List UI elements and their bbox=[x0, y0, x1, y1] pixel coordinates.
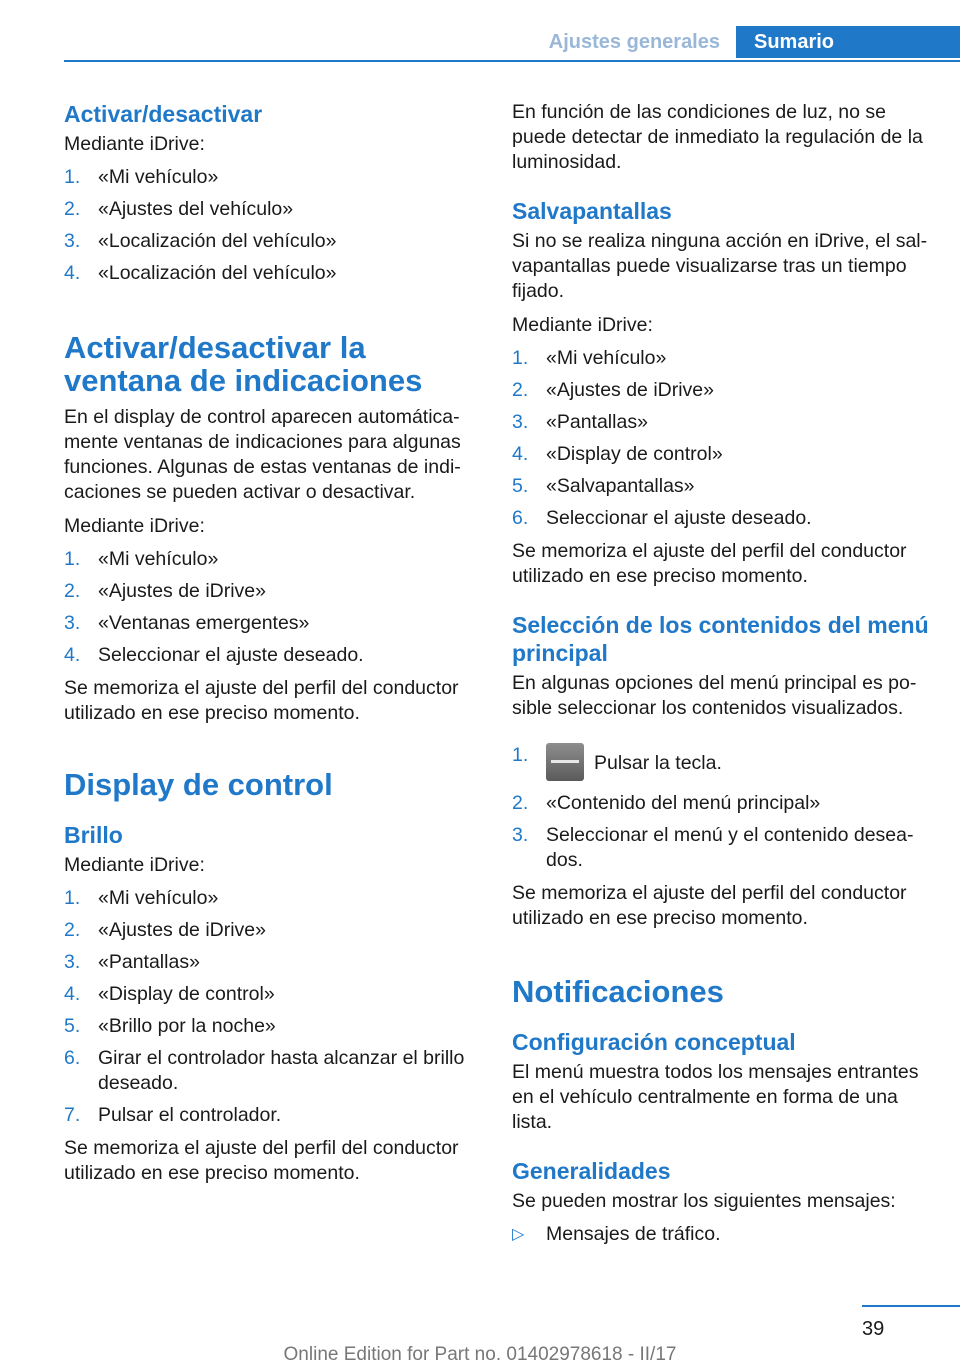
heading-activar: Activar/desactivar bbox=[64, 101, 263, 127]
steps-list bbox=[64, 547, 478, 668]
list-item: 6. Girar el controlador hasta alcanzar el brillo deseado. bbox=[64, 1047, 465, 1094]
body-text: En algunas opciones del menú principal es po-sible seleccionar los contenidos visualizados. bbox=[512, 672, 917, 719]
intro-text: Mediante iDrive: bbox=[64, 133, 205, 155]
list-item: 4. «Display de control» bbox=[512, 443, 723, 465]
list-item: 1. Pulsar la tecla. bbox=[512, 743, 932, 781]
list-item: 7. Pulsar el controlador. bbox=[64, 1104, 282, 1126]
note-text: Se memoriza el ajuste del perfil del conductor utilizado en ese preciso momento. bbox=[64, 677, 459, 724]
summary-tab[interactable]: Sumario bbox=[736, 26, 960, 58]
list-item: 1. «Mi vehículo» bbox=[64, 887, 219, 909]
list-item: 3. Seleccionar el menú y el contenido desea-dos. bbox=[512, 824, 914, 871]
body-text: Si no se realiza ninguna acción en iDrive, el sal-vapantallas puede visualizarse tras un tiempo fijado. bbox=[512, 230, 928, 302]
option-button-icon bbox=[546, 743, 584, 781]
intro-text: Mediante iDrive: bbox=[512, 314, 653, 336]
heading-notificaciones: Notificaciones bbox=[512, 974, 724, 1009]
list-item: 3. «Ventanas emergentes» bbox=[64, 612, 310, 634]
note-text: Se memoriza el ajuste del perfil del conductor utilizado en ese preciso momento. bbox=[512, 882, 907, 929]
heading-generalidades: Generalidades bbox=[512, 1158, 671, 1184]
heading-brillo: Brillo bbox=[64, 822, 123, 848]
list-item: 2. «Ajustes de iDrive» bbox=[512, 379, 714, 401]
list-item: 1. «Mi vehículo» bbox=[64, 548, 219, 570]
list-item: 2. «Ajustes del vehículo» bbox=[64, 198, 294, 220]
page-header bbox=[535, 0, 960, 62]
list-item: 6. Seleccionar el ajuste deseado. bbox=[512, 507, 812, 529]
left-column bbox=[64, 100, 478, 1186]
triangle-bullet-icon: ▷ bbox=[512, 1226, 525, 1243]
body-text: Se pueden mostrar los siguientes mensajes: bbox=[512, 1190, 896, 1212]
heading-configuracion: Configuración conceptual bbox=[512, 1029, 796, 1055]
steps-list bbox=[512, 346, 932, 531]
right-column bbox=[512, 100, 932, 1247]
list-item: ▷ Mensajes de tráfico. bbox=[512, 1223, 721, 1245]
list-item: 2. «Ajustes de iDrive» bbox=[64, 919, 266, 941]
edition-footer: Online Edition for Part no. 01402978618 - II/17 bbox=[283, 1344, 677, 1365]
note-text: Se memoriza el ajuste del perfil del conductor utilizado en ese preciso momento. bbox=[512, 540, 907, 587]
list-item: 4. «Display de control» bbox=[64, 983, 275, 1005]
footer-rule bbox=[862, 1305, 960, 1307]
heading-ventana: Activar/desactivar la ventana de indicaciones bbox=[64, 330, 423, 398]
list-item: 3. «Pantallas» bbox=[64, 951, 200, 973]
body-text: En función de las condiciones de luz, no se puede detectar de inmediato la regulación de la luminosidad. bbox=[512, 101, 923, 173]
body-text: En el display de control aparecen automática-mente ventanas de indicaciones para algunas funciones. Algunas de estas ventanas de indi-caciones se pueden activar o desactivar. bbox=[64, 406, 461, 503]
bullet-list bbox=[512, 1222, 932, 1247]
intro-text: Mediante iDrive: bbox=[64, 854, 205, 876]
header-rule bbox=[64, 60, 960, 62]
list-item: 2. «Contenido del menú principal» bbox=[512, 792, 821, 814]
list-item: 2. «Ajustes de iDrive» bbox=[64, 580, 266, 602]
list-item: 4. Seleccionar el ajuste deseado. bbox=[64, 644, 364, 666]
body-text: El menú muestra todos los mensajes entrantes en el vehículo centralmente en forma de una lista. bbox=[512, 1061, 919, 1133]
list-item: 1. «Mi vehículo» bbox=[64, 166, 219, 188]
note-text: Se memoriza el ajuste del perfil del conductor utilizado en ese preciso momento. bbox=[64, 1137, 459, 1184]
list-item: 5. «Brillo por la noche» bbox=[64, 1015, 276, 1037]
intro-text: Mediante iDrive: bbox=[64, 515, 205, 537]
heading-salvapantallas: Salvapantallas bbox=[512, 198, 672, 224]
list-item: 1. «Mi vehículo» bbox=[512, 347, 667, 369]
list-item: 4. «Localización del vehículo» bbox=[64, 262, 337, 284]
steps-list bbox=[64, 165, 478, 286]
steps-list bbox=[512, 743, 932, 873]
list-item: 3. «Pantallas» bbox=[512, 411, 648, 433]
section-tab[interactable]: Ajustes generales bbox=[548, 30, 720, 53]
page-number: 39 bbox=[862, 1318, 885, 1340]
heading-seleccion: Selección de los contenidos del menú principal bbox=[512, 612, 929, 666]
steps-list bbox=[64, 886, 478, 1128]
list-item: 5. «Salvapantallas» bbox=[512, 475, 695, 497]
list-item: 3. «Localización del vehículo» bbox=[64, 230, 337, 252]
heading-display: Display de control bbox=[64, 767, 333, 802]
